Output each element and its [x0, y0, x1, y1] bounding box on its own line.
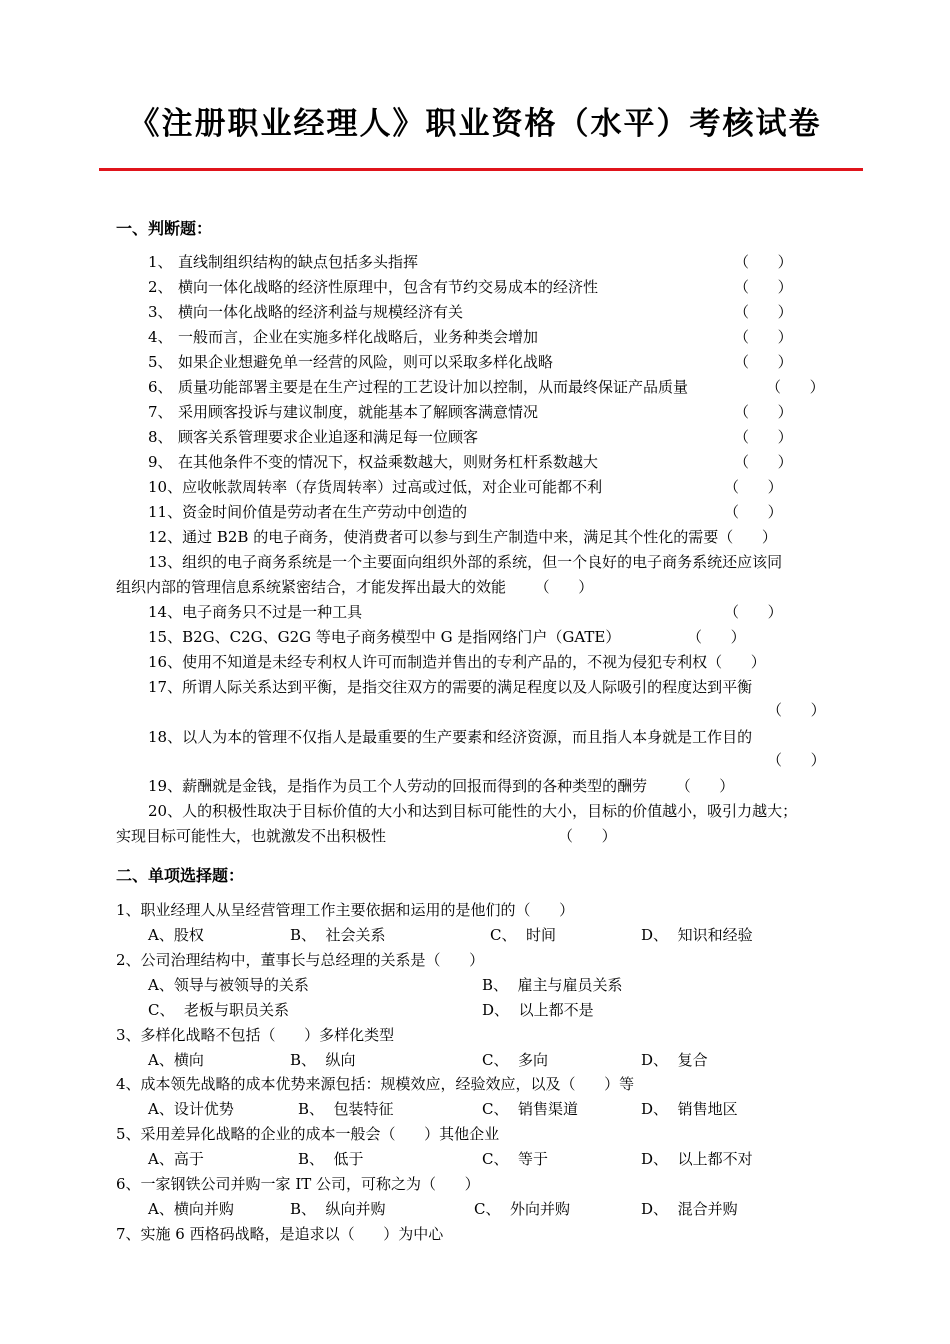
mc-question-2: 2、公司治理结构中，董事长与总经理的关系是（ ） — [116, 951, 485, 969]
mc-q4-option-b[interactable]: B、 包装特征 — [298, 1100, 394, 1118]
section2-heading: 二、单项选择题： — [116, 866, 245, 885]
tf-item-3: 3、 横向一体化战略的经济利益与规模经济有关 — [148, 303, 464, 321]
tf-item-19: 19、薪酬就是金钱，是指作为员工个人劳动的回报而得到的各种类型的酬劳 （ ） — [148, 777, 735, 795]
tf-item-14: 14、电子商务只不过是一种工具 — [148, 603, 363, 621]
tf-item-18-answer-box[interactable]: （ ） — [767, 751, 826, 769]
mc-q2-option-b[interactable]: B、 雇主与雇员关系 — [482, 976, 623, 994]
mc-q6-option-b[interactable]: B、 纵向并购 — [290, 1200, 386, 1218]
mc-q4-option-c[interactable]: C、 销售渠道 — [482, 1100, 579, 1118]
tf-item-6-answer-box[interactable]: （ ） — [766, 378, 825, 396]
mc-q4-option-a[interactable]: A、设计优势 — [148, 1100, 234, 1118]
mc-q3-option-b[interactable]: B、 纵向 — [290, 1051, 356, 1069]
tf-item-11: 11、资金时间价值是劳动者在生产劳动中创造的 — [148, 503, 468, 521]
mc-question-7: 7、实施 6 西格码战略，是追求以（ ）为中心 — [116, 1225, 444, 1243]
mc-q3-option-d[interactable]: D、 复合 — [641, 1051, 708, 1069]
tf-item-10: 10、应收帐款周转率（存货周转率）过高或过低，对企业可能都不利 — [148, 478, 603, 496]
title-divider — [99, 168, 863, 171]
mc-q4-option-d[interactable]: D、 销售地区 — [641, 1100, 738, 1118]
tf-item-10-answer-box[interactable]: （ ） — [724, 478, 783, 496]
mc-q1-option-d[interactable]: D、 知识和经验 — [641, 926, 753, 944]
tf-item-13-continued: 组织内部的管理信息系统紧密结合，才能发挥出最大的效能 （ ） — [116, 578, 594, 596]
mc-q3-option-c[interactable]: C、 多向 — [482, 1051, 549, 1069]
tf-item-20-answer-box[interactable]: （ ） — [558, 827, 617, 845]
tf-item-8: 8、 顾客关系管理要求企业追逐和满足每一位顾客 — [148, 428, 479, 446]
tf-item-15-answer-box[interactable]: （ ） — [687, 628, 746, 646]
tf-item-1: 1、 直线制组织结构的缺点包括多头指挥 — [148, 253, 419, 271]
tf-item-20: 20、人的积极性取决于目标价值的大小和达到目标可能性的大小，目标的价值越小，吸引力越大； — [148, 802, 798, 820]
mc-q2-option-c[interactable]: C、 老板与职员关系 — [148, 1001, 290, 1019]
mc-q3-option-a[interactable]: A、横向 — [148, 1051, 204, 1069]
tf-item-17: 17、所谓人际关系达到平衡，是指交往双方的需要的满足程度以及人际吸引的程度达到平衡 — [148, 678, 753, 696]
tf-item-1-answer-box[interactable]: （ ） — [734, 253, 793, 271]
tf-item-15: 15、B2G、C2G、G2G 等电子商务模型中 G 是指网络门户（GATE） — [148, 628, 621, 646]
mc-question-6: 6、一家钢铁公司并购一家 IT 公司，可称之为（ ） — [116, 1175, 480, 1193]
tf-item-4-answer-box[interactable]: （ ） — [734, 328, 793, 346]
tf-item-7-answer-box[interactable]: （ ） — [734, 403, 793, 421]
tf-item-9-answer-box[interactable]: （ ） — [734, 453, 793, 471]
tf-item-8-answer-box[interactable]: （ ） — [734, 428, 793, 446]
mc-q5-option-a[interactable]: A、高于 — [148, 1150, 204, 1168]
mc-q6-option-c[interactable]: C、 外向并购 — [474, 1200, 571, 1218]
exam-title: 《注册职业经理人》职业资格（水平）考核试卷 — [128, 106, 822, 142]
mc-q6-option-a[interactable]: A、横向并购 — [148, 1200, 234, 1218]
tf-item-3-answer-box[interactable]: （ ） — [734, 303, 793, 321]
mc-question-3: 3、多样化战略不包括（ ）多样化类型 — [116, 1026, 395, 1044]
tf-item-2-answer-box[interactable]: （ ） — [734, 278, 793, 296]
tf-item-9: 9、 在其他条件不变的情况下，权益乘数越大，则财务杠杆系数越大 — [148, 453, 599, 471]
mc-q5-option-b[interactable]: B、 低于 — [298, 1150, 364, 1168]
tf-item-16: 16、使用不知道是未经专利权人许可而制造并售出的专利产品的，不视为侵犯专利权（ ） — [148, 653, 766, 671]
section1-heading: 一、判断题： — [116, 219, 213, 238]
mc-q1-option-b[interactable]: B、 社会关系 — [290, 926, 386, 944]
mc-q2-option-a[interactable]: A、领导与被领导的关系 — [148, 976, 309, 994]
tf-item-5: 5、 如果企业想避免单一经营的风险，则可以采取多样化战略 — [148, 353, 554, 371]
mc-q5-option-c[interactable]: C、 等于 — [482, 1150, 549, 1168]
mc-question-4: 4、成本领先战略的成本优势来源包括：规模效应，经验效应，以及（ ）等 — [116, 1075, 635, 1093]
mc-q6-option-d[interactable]: D、 混合并购 — [641, 1200, 738, 1218]
mc-q2-option-d[interactable]: D、 以上都不是 — [482, 1001, 594, 1019]
tf-item-7: 7、 采用顾客投诉与建议制度，就能基本了解顾客满意情况 — [148, 403, 539, 421]
tf-item-20-continued: 实现目标可能性大，也就激发不出积极性 — [116, 827, 387, 845]
mc-question-5: 5、采用差异化战略的企业的成本一般会（ ）其他企业 — [116, 1125, 500, 1143]
tf-item-12: 12、通过 B2B 的电子商务，使消费者可以参与到生产制造中来，满足其个性化的需要（ ） — [148, 528, 777, 546]
tf-item-2: 2、 横向一体化战略的经济性原理中，包含有节约交易成本的经济性 — [148, 278, 599, 296]
tf-item-5-answer-box[interactable]: （ ） — [734, 353, 793, 371]
mc-question-1: 1、职业经理人从呈经营管理工作主要依据和运用的是他们的（ ） — [116, 901, 575, 919]
tf-item-18: 18、以人为本的管理不仅指人是最重要的生产要素和经济资源，而且指人本身就是工作目的 — [148, 728, 753, 746]
tf-item-13: 13、组织的电子商务系统是一个主要面向组织外部的系统，但一个良好的电子商务系统还应该同 — [148, 553, 783, 571]
mc-q1-option-a[interactable]: A、股权 — [148, 926, 204, 944]
mc-q5-option-d[interactable]: D、 以上都不对 — [641, 1150, 753, 1168]
tf-item-17-answer-box[interactable]: （ ） — [767, 701, 826, 719]
tf-item-6: 6、 质量功能部署主要是在生产过程的工艺设计加以控制，从而最终保证产品质量 — [148, 378, 689, 396]
mc-q1-option-c[interactable]: C、 时间 — [490, 926, 557, 944]
tf-item-11-answer-box[interactable]: （ ） — [724, 503, 783, 521]
tf-item-14-answer-box[interactable]: （ ） — [724, 603, 783, 621]
tf-item-4: 4、 一般而言，企业在实施多样化战略后，业务种类会增加 — [148, 328, 539, 346]
